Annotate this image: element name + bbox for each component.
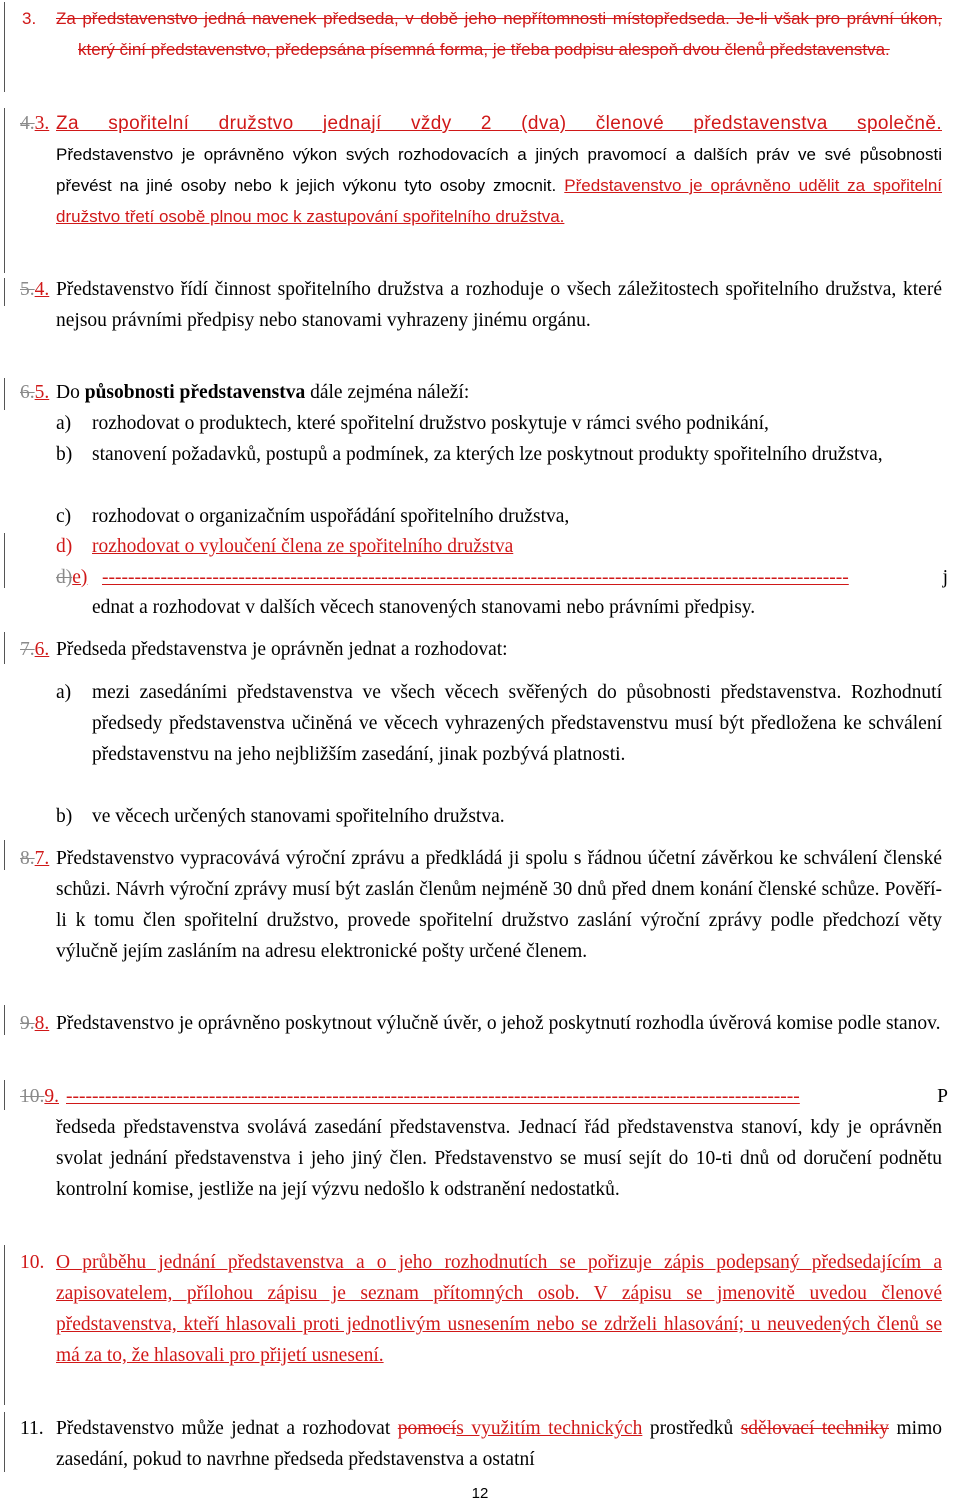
list-item	[0, 801, 942, 832]
paragraph-sessions	[56, 1112, 942, 1205]
change-bar	[4, 1080, 5, 1110]
placeholder-dashes: -------------------------------------------------------------------------------------------------------------------	[102, 567, 849, 588]
new-label: e)	[72, 567, 88, 588]
inserted-text: Představenstvo je oprávněno udělit za spořitelní družstvo třetí osobě plnou moc k zastupování spořitelního družstva.	[56, 176, 942, 226]
deleted-text: pomocí	[397, 1418, 457, 1439]
inserted-text: Za spořitelní družstvo jednají vždy 2 (dva) členové představenstva společně.	[56, 113, 942, 134]
change-bar	[4, 2, 5, 92]
paragraph-text: prostředků	[642, 1418, 741, 1439]
paragraph-number: 5.4.	[20, 279, 50, 300]
paragraph-text: Předseda představenstva je oprávněn jednat a rozhodovat:	[56, 639, 508, 660]
paragraph-text: Představenstvo může jednat a rozhodovat	[56, 1418, 398, 1439]
paragraph-number: 3.	[22, 9, 37, 28]
paragraph-deleted	[22, 3, 942, 65]
list-item-inserted	[0, 531, 942, 562]
list-item	[0, 439, 942, 470]
change-bar	[4, 1245, 5, 1405]
list-text: rozhodovat o produktech, které spořitelní družstvo poskytuje v rámci svého podnikání,	[92, 413, 769, 434]
list-text-continued	[92, 592, 942, 623]
intro-bold: působnosti představenstva	[84, 382, 306, 403]
paragraph-minutes-inserted	[20, 1247, 942, 1371]
paragraph-number: 4.3.	[20, 113, 50, 134]
deleted-text: sdělovací techniky	[740, 1418, 889, 1439]
paragraph-text: Představenstvo je oprávněno poskytnout výlučně úvěr, o jehož poskytnutí rozhodla úvěrová komise podle stanov.	[56, 1013, 941, 1034]
paragraph-representation	[20, 108, 942, 232]
paragraph-text: Představenstvo je oprávněno výkon svých rozhodovacích a jiných pravomocí a dalších práv ve své působnosti převést na jiné osoby nebo k jejich výkonu tyto osoby zmocnit.	[56, 145, 942, 195]
change-bar	[4, 378, 5, 410]
old-label: d)	[56, 567, 73, 588]
change-bar	[4, 1412, 5, 1472]
list-item	[0, 677, 942, 770]
list-label: b)	[56, 444, 73, 465]
paragraph-number: 10.	[20, 1252, 45, 1273]
paragraph-number: 6.5.	[20, 382, 50, 403]
paragraph-text: mimo zasedání, pokud to navrhne předseda představenstva a ostatní	[56, 1418, 942, 1470]
paragraph-text: ředseda představenstva svolává zasedání představenstva. Jednací řád představenstva stanoví, kdy je oprávněn svolat jednání představenstva i jeho jiný člen. Představenstvo se musí sejít do 10-ti dnů od doručení podnětu kontrolní komise, jestliže na její výzvu nedošlo k odstranění nedostatků.	[56, 1117, 942, 1200]
paragraph-text: Představenstvo vypracovává výroční zprávu a předkládá ji spolu s řádnou účetní závěrkou ke schválení členské schůzi. Návrh výroční zprávy musí být zaslán členům nejméně 30 dnů před dnem konání členské schůze. Pověří-li k tomu člen spořitelní družstvo, provede spořitelní družstvo zaslání výroční zprávy podle předchozí věty výlučně jejím zasláním na adresu elektronické pošty určené členem.	[56, 848, 942, 962]
list-label: d)	[56, 536, 73, 557]
placeholder-dashes: -----------------------------------------------------------------------------------------------------------------	[66, 1086, 800, 1107]
list-text: ednat a rozhodovat v dalších věcech stanovených stanovami nebo právními předpisy.	[92, 597, 756, 618]
list-text: mezi zasedáními představenstva ve všech věcech svěřených do působnosti představenstva. Rozhodnutí předsedy představenstva učiněná ve věcech vyhrazených představenstvu musí být předložena ke schválení představenstvu na jeho nejbližším zasedání, jinak pozbývá platnosti.	[92, 682, 942, 765]
list-label: b)	[56, 806, 73, 827]
paragraph-number: 7.6.	[20, 639, 50, 660]
paragraph-text: O průběhu jednání představenstva a o jeho rozhodnutích se pořizuje zápis podepsaný předsedajícím a zapisovatelem, přílohou zápisu je seznam přítomných osob. V zápisu se jmenovitě uvedou členové představenstva, kteří hlasovali proti jednotlivým usnesením nebo se zdrželi hlasování; u neuvedených členů se má za to, že hlasovali pro přijetí usnesení.	[56, 1252, 942, 1366]
paragraph-chairman	[20, 634, 942, 665]
paragraph-management	[20, 274, 942, 336]
intro-text: Do	[56, 382, 85, 403]
list-text: stanovení požadavků, postupů a podmínek, za kterých lze poskytnout produkty spořitelního družstva,	[92, 444, 883, 465]
change-bar	[4, 840, 5, 870]
paragraph-text: Za představenstvo jedná navenek předseda, v době jeho nepřítomnosti místopředseda. Je-li však pro právní úkon, který činí představenstvo, předepsána písemná forma, je třeba podpisu alespoň dvou členů představenstva.	[56, 9, 942, 59]
paragraph-annual-report	[20, 843, 942, 967]
paragraph-number: 11.	[20, 1418, 44, 1439]
paragraph-text: P	[937, 1086, 948, 1107]
change-bar	[4, 278, 5, 306]
list-text: rozhodovat o organizačním uspořádání spořitelního družstva,	[92, 506, 570, 527]
list-text: ve věcech určených stanovami spořitelního družstva.	[92, 806, 505, 827]
list-label: c)	[56, 506, 72, 527]
list-item	[0, 501, 942, 532]
paragraph-sessions-head	[20, 1081, 948, 1112]
list-text: j	[942, 567, 948, 588]
paragraph-text: Představenstvo řídí činnost spořitelního družstva a rozhoduje o všech záležitostech spořitelního družstva, které nejsou právními předpisy nebo stanovami vyhrazeny jinému orgánu.	[56, 279, 942, 331]
list-text: rozhodovat o vyloučení člena ze spořitelního družstva	[92, 536, 514, 557]
paragraph-loans	[20, 1008, 942, 1039]
paragraph-number: 9.8.	[20, 1013, 50, 1034]
inserted-text: s využitím technických	[456, 1418, 643, 1439]
paragraph-remote-decisions	[20, 1413, 942, 1475]
change-bar	[4, 1005, 5, 1035]
list-label: a)	[56, 413, 72, 434]
paragraph-number: 8.7.	[20, 848, 50, 869]
list-item-renumbered	[56, 562, 948, 593]
paragraph-number: 10.9.	[20, 1086, 59, 1107]
page-number: 12	[471, 1485, 489, 1502]
change-bar	[4, 632, 5, 664]
change-bar	[4, 108, 5, 273]
list-label: a)	[56, 682, 72, 703]
paragraph-competence	[20, 377, 942, 408]
intro-text: dále zejména náleží:	[305, 382, 470, 403]
list-item	[0, 408, 942, 439]
